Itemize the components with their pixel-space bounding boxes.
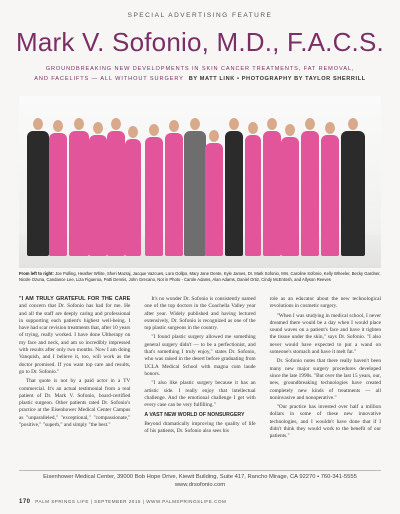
staff-group-photo — [19, 96, 381, 268]
figure-head — [149, 124, 159, 136]
figure-body — [301, 131, 319, 256]
figure-head — [209, 130, 219, 142]
staff-figure — [125, 126, 141, 256]
article-deck — [0, 64, 400, 84]
footer-text: PALM SPRINGS LIFE | SEPTEMBER 2015 | WWW.PALMSPRINGSLIFE.COM — [35, 499, 227, 504]
photo-caption — [19, 271, 381, 283]
figure-body — [205, 143, 223, 256]
staff-figure — [184, 118, 206, 256]
figure-body — [125, 139, 141, 256]
figure-head — [325, 122, 335, 134]
page-number: 170 — [19, 499, 31, 505]
lead-quote: "I AM TRULY GRATEFUL FOR THE CARE — [19, 296, 131, 302]
figure-body — [184, 131, 206, 256]
staff-figure — [145, 124, 163, 256]
figure-body — [27, 131, 49, 256]
article-column-3 — [270, 296, 381, 476]
figure-head — [169, 120, 179, 132]
caption-text: Joe Pulling, Heather White, Sheri Mazraj, Jacque Vazcues, Lora Gollpo, Mary Jane Dente, Kyle James, Dr. Mark Sofonio, Mrs. Caroline Sofonio, Kelly Wheeler, Becky Gardner, Nicole Ozuna, Candance Lee, Liza Figueroa, Patti Dennis, John Grecano, Not in Photo - Carole Adams, Alan Adams, Daniel Ortiz, Cindy McEntosh, and Allyson Reeves — [19, 271, 381, 283]
staff-figure — [205, 130, 223, 256]
practice-address: Eisenhower Medical Center, 39000 Bob Hope Drive, Kiewit Building, Suite 417, Rancho Mirage, CA 92270 • 760-341-5555 — [43, 474, 357, 480]
figure-head — [348, 118, 358, 130]
staff-figure — [341, 118, 365, 256]
staff-figure — [225, 118, 243, 256]
subhead: A VAST NEW WORLD OF NONSURGERY — [144, 412, 245, 419]
staff-figure — [89, 122, 107, 256]
staff-figure — [301, 118, 319, 256]
figure-head — [53, 120, 63, 132]
figure-body — [281, 137, 299, 256]
special-feature-kicker: SPECIAL ADVERTISING FEATURE — [127, 12, 273, 19]
staff-figure — [49, 120, 67, 256]
paragraph: role as an educator about the new technological revolutions in cosmetic surgery. — [269, 296, 381, 310]
figure-body — [107, 131, 125, 256]
paragraph: and concern that Dr. Sofonio has had for me. He and all the staff are deeply caring and professional in supporting each patient's highest well-being. I have had scar revision treatments that, after 10 years of trying, really worked. I have done Ultherapy on my face and neck, and am so incredibly impressed with results after only two months. Now I am doing Vanquish, and I believe it, too, will work as the doctor promised. If you want top care and results, go to Dr. Sofonio." — [19, 303, 131, 375]
figure-body — [145, 137, 163, 256]
page-footer — [19, 499, 381, 505]
figure-body — [165, 133, 183, 256]
figure-head — [229, 118, 239, 130]
figure-body — [341, 131, 365, 256]
paragraph: That quote is not by a paid actor in a TV commercial. It's an actual testimonial from a real patient of Dr. Mark V. Sofonio, board-certified plastic surgeon. Other patients rated Dr. Sofonio's practice at the Eisenhower Medical Center Campus as "unparalleled," "exceptional," "compassionate," "positive," "superb," and simply "the best." — [19, 378, 131, 429]
figure-head — [33, 118, 43, 130]
staff-figure — [165, 120, 183, 256]
staff-figure — [69, 118, 89, 256]
figure-head — [305, 118, 315, 130]
staff-figure — [321, 122, 339, 256]
paragraph: "I found plastic surgery allowed me something general surgery didn't — to be a perfectionist, and that's something I truly enjoy," states Dr. Sofonio, who was raised in the desert before graduating from UCLA Medical School with magna cum laude honors. — [144, 334, 256, 377]
figure-body — [49, 133, 67, 256]
figure-head — [285, 124, 295, 136]
figure-body — [263, 131, 281, 256]
paragraph: "When I was studying in medical school, I never dreamed there would be a day when I would place sound waves on a patient's face and have it tighten the tissue under the skin," says Dr. Sofonio. "I also never would have expected to put a wand on someone's stomach and have it melt fat." — [269, 312, 381, 356]
figure-head — [267, 118, 277, 130]
staff-figure — [27, 118, 49, 256]
paragraph: Beyond dramatically improving the quality of life of his patients, Dr. Sofonio also sees his — [144, 420, 256, 435]
figure-head — [93, 122, 103, 134]
deck-line-1: GROUNDBREAKING NEW DEVELOPMENTS IN SKIN CANCER TREATMENTS, FAT REMOVAL, — [45, 66, 355, 72]
contact-block — [19, 470, 381, 489]
staff-figure — [245, 122, 261, 256]
staff-figure — [107, 118, 125, 256]
deck-line-2: AND FACELIFTS — ALL WITHOUT SURGERY — [34, 76, 184, 82]
figure-body — [69, 131, 89, 256]
page-title: Mark V. Sofonio, M.D., F.A.C.S. — [16, 27, 384, 57]
figure-body — [225, 131, 243, 256]
practice-website[interactable]: www.drsofonio.com — [174, 482, 226, 488]
paragraph: Dr. Sofonio notes that there really haven't been many new major surgery procedures developed since the late 1990s. "But over the last 15 years, our, new, groundbreaking technologies have created completely new kinds of treatments — all noninvasive and nonoperative." — [269, 358, 381, 401]
article-body — [19, 296, 381, 476]
figure-head — [128, 126, 138, 138]
paragraph: It's no wonder Dr. Sofonio is consistently named one of the top doctors in the Coachella Valley year after year. Widely published and having lectured extensively, Dr. Sofonio is recognized as one of the top plastic surgeons in the country. — [144, 296, 256, 332]
figure-head — [74, 118, 84, 130]
figure-body — [321, 135, 339, 256]
article-column-2 — [144, 296, 255, 476]
figure-head — [111, 118, 121, 130]
paragraph: "Our practice has invested over half a million dollars in some of these new innovative technologies, and I wouldn't have done that if I didn't think they would work to the benefit of our patients." — [269, 404, 381, 440]
staff-figure — [281, 124, 299, 256]
byline: BY MATT LINK • PHOTOGRAPHY BY TAYLOR SHERRILL — [188, 76, 366, 82]
article-column-1 — [19, 296, 130, 476]
caption-lead: From left to right: — [19, 271, 54, 276]
figure-body — [245, 135, 261, 256]
figure-head — [190, 118, 200, 130]
figure-head — [248, 122, 258, 134]
staff-figure — [263, 118, 281, 256]
figure-body — [89, 135, 107, 256]
paragraph: "I also like plastic surgery because it has an artistic side. I really enjoy that intellectual challenge. And the emotional challenge I get with every case can be very fulfilling." — [144, 380, 256, 409]
